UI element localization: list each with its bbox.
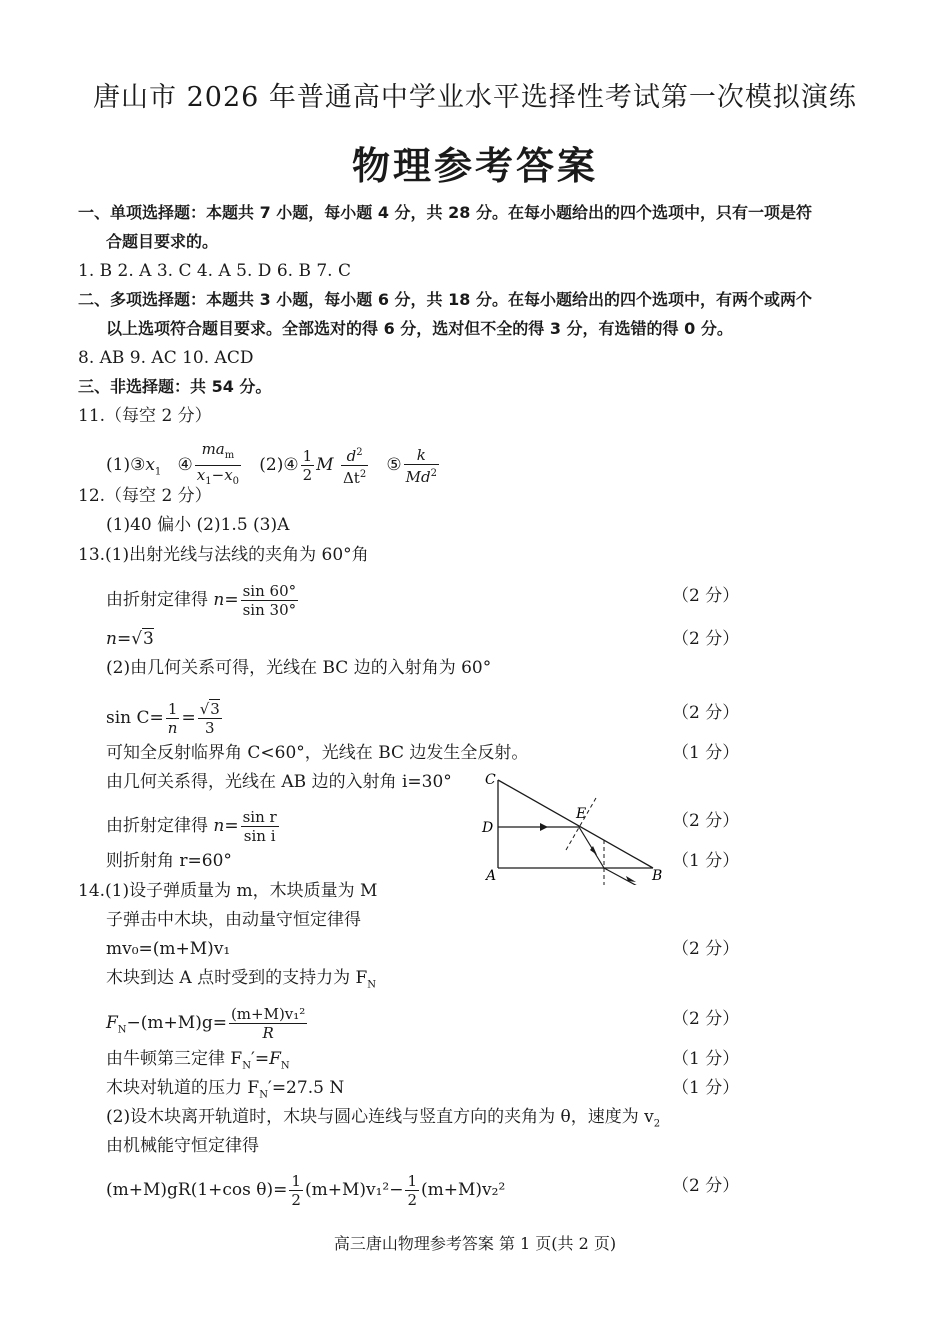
q14-line7: 木块对轨道的压力 $F_N'=27.5$ N xyxy=(106,1078,345,1101)
edge-cb xyxy=(498,780,653,868)
q14-line4: 木块到达 A 点时受到的支持力为 $F_N$ xyxy=(106,968,377,991)
q14-line3: mv₀=(m+M)v₁ xyxy=(106,939,231,959)
q14-line1: 14.(1)设子弹质量为 m，木块质量为 M xyxy=(78,881,378,901)
q13-line2: 由折射定律得 n= $\frac{\sin 60^\circ}{\sin 30^\circ}$ xyxy=(106,582,297,619)
exam-title: 唐山市 2026 年普通高中学业水平选择性考试第一次模拟演练 xyxy=(93,82,857,113)
q14-line2: 子弹击中木块，由动量守恒定律得 xyxy=(106,910,361,930)
section2-heading-line1: 二、多项选择题：本题共 3 小题，每小题 6 分，共 18 分。在每小题给出的四个选项中，有两个或两个 xyxy=(78,290,812,309)
section1-heading-line1: 一、单项选择题：本题共 7 小题，每小题 4 分，共 28 分。在每小题给出的四个选项中，只有一项是符 xyxy=(78,203,812,222)
q14-line5: $F_N-(m+M)g=$ $\frac{\text{(m+M)v₁²}}{R}$ xyxy=(106,1005,306,1042)
q13-line6: 可知全反射临界角 C<60°，光线在 BC 边发生全反射。 xyxy=(106,743,529,763)
prism-refraction-diagram xyxy=(478,770,668,885)
q13-score-1: （2 分） xyxy=(672,586,740,606)
section3-heading: 三、非选择题：共 54 分。 xyxy=(78,377,272,396)
q13-line3: n=√3 xyxy=(106,629,154,649)
q13-score-6: （1 分） xyxy=(672,851,740,871)
q12-answers: (1)40 偏小 (2)1.5 (3)A xyxy=(106,515,290,535)
q13-line7: 由几何关系得，光线在 AB 边的入射角 i=30° xyxy=(106,772,452,792)
q14-line6: 由牛顿第三定律 $F_N'=F_N$ xyxy=(106,1049,290,1072)
refracted-ray xyxy=(604,868,641,885)
q14-score-4: （1 分） xyxy=(672,1078,740,1098)
page-footer: 高三唐山物理参考答案 第 1 页(共 2 页) xyxy=(333,1234,617,1253)
q13-line9: 则折射角 r=60° xyxy=(106,851,232,871)
label-d: D xyxy=(482,820,494,836)
q14-line9: 由机械能守恒定律得 xyxy=(106,1136,259,1156)
section1-answers: 1. B 2. A 3. C 4. A 5. D 6. B 7. C xyxy=(78,261,351,281)
q13-score-5: （2 分） xyxy=(672,811,740,831)
section2-answers: 8. AB 9. AC 10. ACD xyxy=(78,348,254,368)
q13-line5: sin C= $\frac{1}{n}$ = $\frac{√3}{3}$ xyxy=(106,700,220,737)
q14-score-5: （2 分） xyxy=(672,1176,740,1196)
section2-heading-line2: 以上选项符合题目要求。全部选对的得 6 分，选对但不全的得 3 分，有选错的得 0 分。 xyxy=(106,319,733,338)
section1-heading-line2: 合题目要求的。 xyxy=(106,232,219,251)
q14-line8: (2)设木块离开轨道时，木块与圆心连线与竖直方向的夹角为 θ，速度为 $v_2$ xyxy=(106,1107,661,1130)
q14-score-1: （2 分） xyxy=(672,939,740,959)
label-b: B xyxy=(652,868,663,884)
label-c: C xyxy=(485,772,496,788)
label-e: E xyxy=(576,806,587,822)
q11-answers: $(1)③x_1$ ④ $\frac{ma_m}{x_1-x_0}$ (2)④ $\frac{1}{2}$ M $\frac{d^2}{\Delta t^2}$ ⑤ $\frac{k}{Md^2}$ xyxy=(106,440,441,491)
ray-arrow-1 xyxy=(540,823,548,831)
q13-score-2: （2 分） xyxy=(672,629,740,649)
q14-line10: (m+M)gR(1+cos θ)= $\frac{1}{2}$ (m+M)v₁²− $\frac{1}{2}$ (m+M)v₂² xyxy=(106,1172,506,1209)
q13-line8: 由折射定律得 n= $\frac{\text{sin r}}{\text{sin i}}$ xyxy=(106,808,277,845)
q11-fraction-3: $\frac{k}{Md^2}$ xyxy=(405,445,438,486)
q13-line4: (2)由几何关系可得，光线在 BC 边的入射角为 60° xyxy=(106,658,492,678)
label-a: A xyxy=(486,868,497,884)
q14-score-2: （2 分） xyxy=(672,1009,740,1029)
q11-heading: 11.（每空 2 分） xyxy=(78,406,212,426)
q11-fraction-2: $\frac{d^2}{\Delta t^2}$ xyxy=(341,444,368,487)
page-title: 物理参考答案 xyxy=(351,144,598,188)
q11-fraction-1: $\frac{ma_m}{x_1-x_0}$ xyxy=(196,440,240,487)
q13-score-4: （1 分） xyxy=(672,743,740,763)
q14-score-3: （1 分） xyxy=(672,1049,740,1069)
q12-heading: 12.（每空 2 分） xyxy=(78,486,212,506)
q13-line1: 13.(1)出射光线与法线的夹角为 60°角 xyxy=(78,545,369,565)
q13-score-3: （2 分） xyxy=(672,703,740,723)
